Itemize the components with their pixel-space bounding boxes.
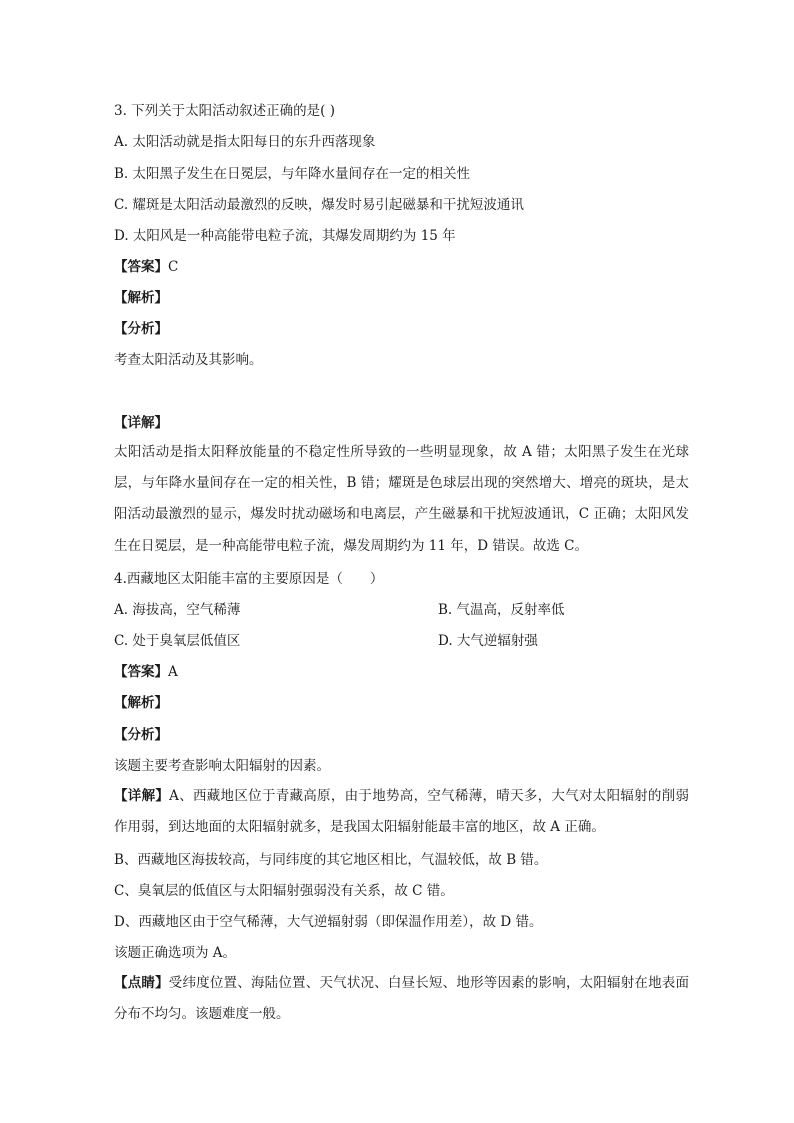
q3-answer-value: C (168, 259, 179, 275)
q3-detail-tag: 【详解】 (114, 415, 168, 431)
q3-option-b: B. 太阳黑子发生在日冕层，与年降水量间存在一定的相关性 (114, 166, 471, 182)
q4-option-a: A. 海拔高，空气稀薄 (114, 602, 241, 618)
q4-detail-a-text: A、西藏地区位于青藏高原，由于地势高，空气稀薄，晴天多，大气对太阳辐射的削弱作用弱，到达地面的太阳辐射就多，是我国太阳辐射能最丰富的地区，故 A 正确。 (114, 788, 690, 836)
q4-answer-value: A (168, 664, 178, 680)
q4-answer (114, 662, 178, 682)
q4-stem: 4.西藏地区太阳能丰富的主要原因是（ ） (114, 571, 384, 587)
q4-answer-tag: 【答案】 (114, 664, 168, 680)
q3-option-a: A. 太阳活动就是指太阳每日的东升西落现象 (114, 134, 376, 150)
q4-conclusion: 该题正确选项为 A。 (114, 945, 237, 961)
q3-answer (114, 257, 178, 277)
q4-tip (114, 968, 689, 1030)
q3-option-d: D. 太阳风是一种高能带电粒子流，其爆发周期约为 15 年 (114, 228, 456, 244)
q4-option-c: C. 处于臭氧层低值区 (114, 633, 241, 649)
q4-fenxi-text: 该题主要考查影响太阳辐射的因素。 (114, 758, 330, 774)
q3-analysis-tag: 【解析】 (114, 290, 168, 306)
q3-fenxi-text: 考查太阳活动及其影响。 (114, 352, 263, 368)
q3-option-c: C. 耀斑是太阳活动最激烈的反映，爆发时易引起磁暴和干扰短波通讯 (114, 197, 524, 213)
q4-analysis-tag: 【解析】 (114, 695, 168, 711)
q4-tip-text: 受纬度位置、海陆位置、天气状况、白昼长短、地形等因素的影响，太阳辐射在地表面分布不均匀。该题难度一般。 (114, 975, 689, 1023)
q4-detail-d: D、西藏地区由于空气稀薄，大气逆辐射弱（即保温作用差），故 D 错。 (114, 914, 543, 930)
q4-option-d: D. 大气逆辐射强 (438, 633, 538, 649)
q4-detail-b: B、西藏地区海拔较高，与同纬度的其它地区相比，气温较低，故 B 错。 (114, 852, 548, 868)
q4-detail-c: C、臭氧层的低值区与太阳辐射强弱没有关系，故 C 错。 (114, 883, 454, 899)
q3-stem: 3. 下列关于太阳活动叙述正确的是( ) (114, 103, 335, 119)
q4-tip-tag: 【点睛】 (114, 975, 169, 991)
q3-answer-tag: 【答案】 (114, 259, 168, 275)
q4-detail-tag: 【详解】 (114, 788, 170, 804)
q4-detail-a (114, 781, 689, 843)
q3-fenxi-tag: 【分析】 (114, 321, 168, 337)
q4-fenxi-tag: 【分析】 (114, 727, 168, 743)
q3-detail-text: 太阳活动是指太阳释放能量的不稳定性所导致的一些明显现象，故 A 错；太阳黑子发生在光球层，与年降水量间存在一定的相关性，B 错；耀斑是色球层出现的突然增大、增亮的斑块，是太阳活动最激烈的显示，爆发时扰动磁场和电离层，产生磁暴和干扰短波通讯，C 正确；太阳风发生在日冕层，是一种高能带电粒子流，爆发周期约为 11 年，D 错误。故选 C。 (114, 444, 689, 554)
q4-option-b: B. 气温高，反射率低 (438, 602, 565, 618)
